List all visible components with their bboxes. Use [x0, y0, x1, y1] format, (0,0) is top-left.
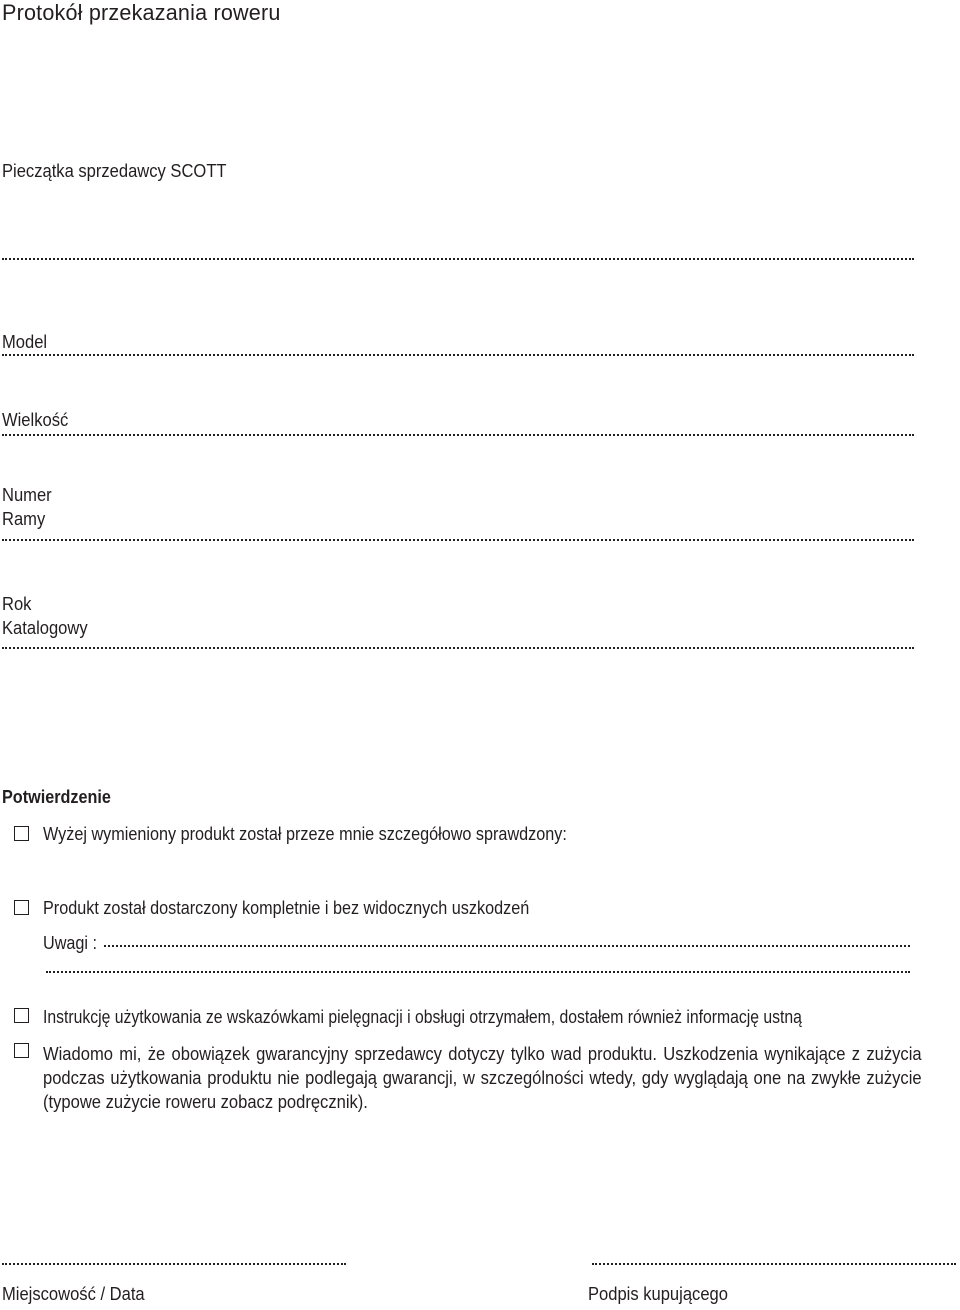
model-label: Model: [2, 332, 48, 352]
place-date-label: Miejscowość / Data: [2, 1284, 145, 1304]
item-delivered-text: Produkt został dostarczony kompletnie i bez widocznych uszkodzeń: [43, 898, 530, 918]
item-inspected-text: Wyżej wymieniony produkt został przeze mnie szczegółowo sprawdzony:: [43, 824, 567, 844]
buyer-signature-label: Podpis kupującego: [588, 1284, 728, 1304]
checkbox-warranty-info[interactable]: [14, 1043, 29, 1058]
size-label: Wielkość: [2, 410, 69, 430]
place-date-line[interactable]: [2, 1263, 346, 1265]
page-title: Protokół przekazania roweru: [2, 0, 281, 25]
catalog-year-label-2: Katalogowy: [2, 618, 88, 638]
frame-number-label-2: Ramy: [2, 509, 46, 529]
checkbox-delivered-complete[interactable]: [14, 900, 29, 915]
frame-number-label-1: Numer: [2, 485, 52, 505]
model-line[interactable]: [2, 354, 914, 356]
catalog-year-label-1: Rok: [2, 594, 32, 614]
remarks-line-2[interactable]: [46, 971, 910, 973]
item-manual-text: Instrukcję użytkowania ze wskazówkami pielęgnacji i obsługi otrzymałem, dostałem również informację ustną: [43, 1007, 802, 1027]
seller-stamp-label: Pieczątka sprzedawcy SCOTT: [2, 161, 227, 181]
remarks-line-1[interactable]: [104, 945, 910, 947]
seller-stamp-line[interactable]: [2, 258, 914, 260]
frame-number-line[interactable]: [2, 539, 914, 541]
checkbox-manual-received[interactable]: [14, 1008, 29, 1023]
buyer-signature-line[interactable]: [592, 1263, 956, 1265]
remarks-label: Uwagi :: [43, 933, 98, 953]
checkbox-inspected[interactable]: [14, 826, 29, 841]
size-line[interactable]: [2, 434, 914, 436]
catalog-year-line[interactable]: [2, 647, 914, 649]
item-warranty-text: Wiadomo mi, że obowiązek gwarancyjny sprzedawcy dotyczy tylko wad produktu. Uszkodzenia wynikające z zużycia podczas użytkowania produktu nie podlegają gwarancji, w szczególności wtedy, gdy wyglądają one na zwykłe zużycie (typowe zużycie roweru zobacz podręcznik).: [43, 1044, 922, 1112]
confirmation-heading: Potwierdzenie: [2, 787, 111, 807]
